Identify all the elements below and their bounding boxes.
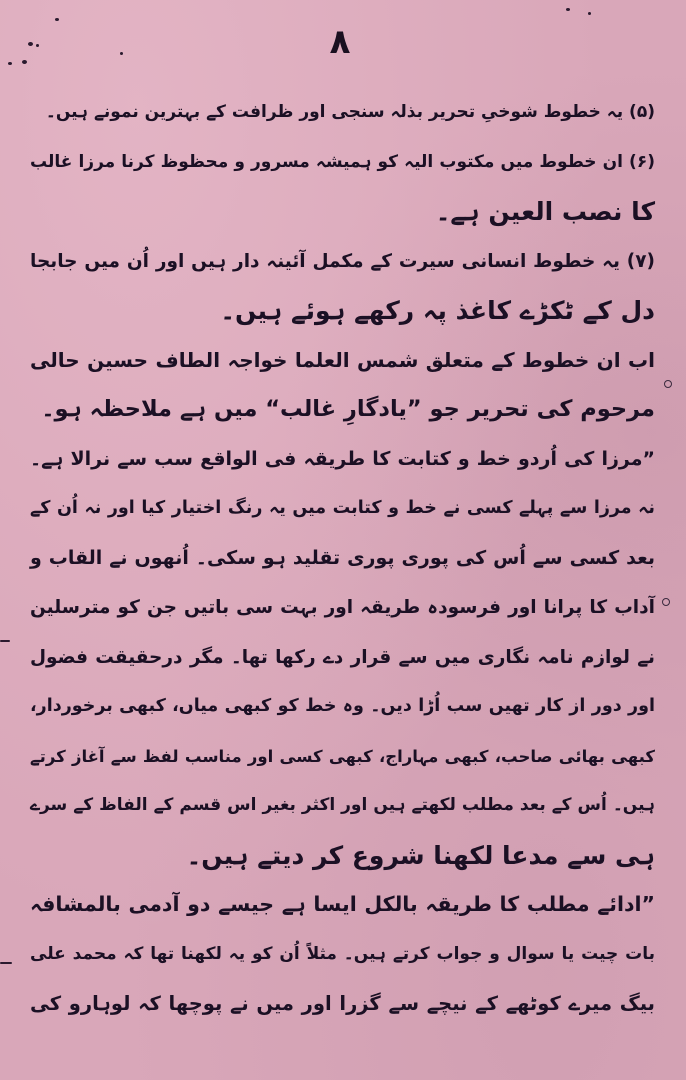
paper-speck (0, 640, 10, 642)
paper-speck (588, 12, 591, 15)
text-line: کبھی بھائی صاحب، کبھی مہاراج، کبھی کسی اور مناسب لفظ سے آغاز کرتے (30, 746, 655, 766)
text-line: آداب کا پرانا اور فرسودہ طریقہ اور بہت سی باتیں جن کو مترسلین (30, 597, 655, 618)
body-text (30, 88, 655, 1029)
paper-speck (55, 18, 59, 21)
text-line: ہی سے مدعا لکھنا شروع کر دیتے ہیں۔ (186, 840, 655, 870)
paper-speck (22, 60, 27, 64)
text-line: نہ مرزا سے پہلے کسی نے خط و کتابت میں یہ رنگ اختیار کیا اور نہ اُن کے (30, 498, 655, 518)
text-line: ہیں۔ اُس کے بعد مطلب لکھتے ہیں اور اکثر بغیر اس قسم کے الفاظ کے سرے (30, 795, 655, 815)
text-line: بیگ میرے کوٹھے کے نیچے سے گزرا اور میں نے پوچھا کہ لوہارو کی (30, 992, 655, 1015)
paper-speck (28, 42, 33, 46)
text-line: اب ان خطوط کے متعلق شمس العلما خواجہ الطاف حسین حالی (30, 347, 655, 372)
text-line: ”مرزا کی اُردو خط و کتابت کا طریقہ فی الواقع سب سے نرالا ہے۔ (30, 447, 655, 470)
text-line: بعد کسی سے اُس کی پوری پوری تقلید ہو سکی۔ اُنھوں نے القاب و (30, 546, 655, 569)
text-line: کا نصب العین ہے۔ (435, 197, 655, 226)
page-number: ۸ (329, 22, 351, 62)
text-line: نے لوازم نامہ نگاری میں سے قرار دے رکھا تھا۔ مگر درحقیقت فضول (30, 646, 655, 668)
text-line: دل کے ٹکڑے کاغذ پہ رکھے ہوئے ہیں۔ (220, 296, 655, 325)
text-line: اور دور از کار تھیں سب اُڑا دیں۔ وہ خط کو کبھی میاں، کبھی برخوردار، (30, 696, 655, 716)
paper-speck (120, 52, 123, 55)
paper-speck (8, 62, 12, 65)
text-line: ”ادائے مطلب کا طریقہ بالکل ایسا ہے جیسے دو آدمی بالمشافہ (30, 892, 655, 916)
text-line: بات چیت یا سوال و جواب کرتے ہیں۔ مثلاً اُن کو یہ لکھنا تھا کہ محمد علی (30, 943, 655, 964)
text-line: (۷) یہ خطوط انسانی سیرت کے مکمل آئینہ دار ہیں اور اُن میں جابجا (30, 250, 655, 272)
paper-speck (566, 8, 570, 11)
paper-speck (0, 962, 12, 964)
text-line: (۶) ان خطوط میں مکتوب الیہ کو ہمیشہ مسرور و محظوظ کرنا مرزا غالب (30, 151, 655, 172)
text-line: مرحوم کی تحریر جو ”یادگارِ غالب“ میں ہے ملاحظہ ہو۔ (41, 396, 655, 422)
paper-speck (36, 44, 39, 47)
paper-speck (662, 598, 670, 606)
text-line: (۵) یہ خطوط شوخیِ تحریر بذلہ سنجی اور ظرافت کے بہترین نمونے ہیں۔ (45, 102, 655, 122)
paper-speck (664, 380, 672, 388)
